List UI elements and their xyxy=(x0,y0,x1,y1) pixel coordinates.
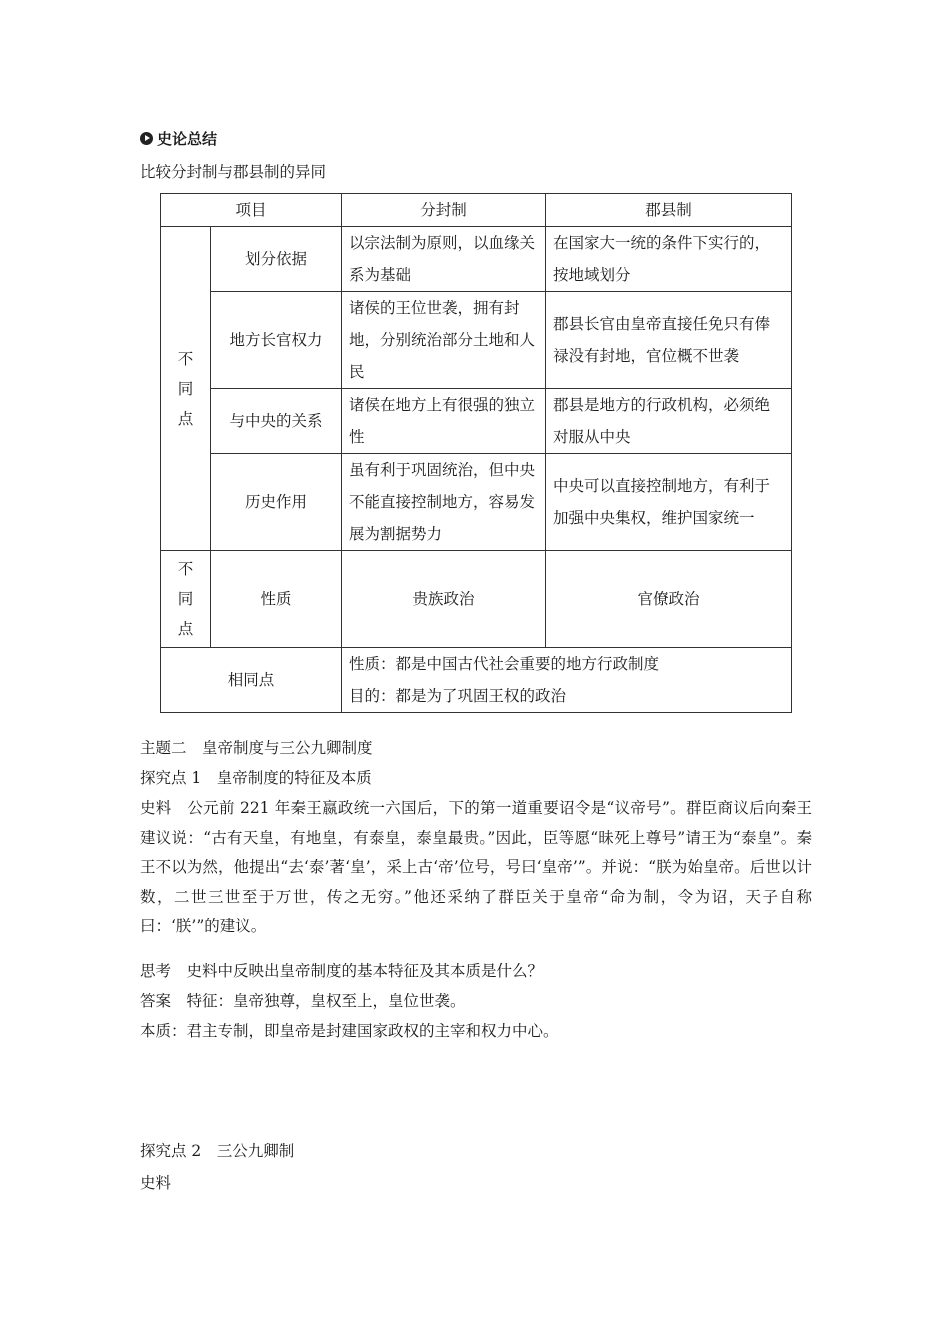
row-fenfeng: 诸侯在地方上有很强的独立性 xyxy=(342,389,546,454)
material-paragraph: 史料 公元前 221 年秦王嬴政统一六国后，下的第一道重要诏令是“议帝号”。群臣商议后向秦王建议说：“古有天皇，有地皇，有泰皇，泰皇最贵。”因此，臣等愿“昧死上尊号”请王为“泰皇”。秦王不以为然，他提出“去‘泰’著‘皇’，采上古‘帝’位号，号曰‘皇帝’”。并说：“朕为始皇帝。后世以计数，二世三世至于万世，传之无穷。”他还采纳了群臣关于皇帝“命为制，令为诏，天子自称曰：‘朕’”的建议。 xyxy=(140,799,812,936)
row-junxian: 郡县长官由皇帝直接任免只有俸禄没有封地，官位概不世袭 xyxy=(546,292,792,389)
row-item: 历史作用 xyxy=(211,454,342,551)
essence-line: 本质：君主专制，即皇帝是封建国家政权的主宰和权力中心。 xyxy=(140,1022,559,1040)
table-header-row xyxy=(161,194,792,227)
row-fenfeng: 诸侯的王位世袭，拥有封地，分别统治部分土地和人民 xyxy=(342,292,546,389)
section-heading xyxy=(140,128,217,149)
table-row xyxy=(161,227,792,292)
same-label: 相同点 xyxy=(161,648,342,713)
row-fenfeng: 以宗法制为原则，以血缘关系为基础 xyxy=(342,227,546,292)
row-junxian: 中央可以直接控制地方，有利于加强中央集权，维护国家统一 xyxy=(546,454,792,551)
same-line-1: 性质：都是中国古代社会重要的地方行政制度 xyxy=(349,655,660,673)
row-item: 与中央的关系 xyxy=(211,389,342,454)
comparison-table xyxy=(160,193,792,713)
header-junxian: 郡县制 xyxy=(546,194,792,227)
table-row xyxy=(161,292,792,389)
row-fenfeng: 虽有利于巩固统治，但中央不能直接控制地方，容易发展为割据势力 xyxy=(342,454,546,551)
theme2-title: 主题二 皇帝制度与三公九卿制度 xyxy=(140,739,373,757)
same-line-2: 目的：都是为了巩固王权的政治 xyxy=(349,687,567,705)
row-junxian: 郡县是地方的行政机构，必须绝对服从中央 xyxy=(546,389,792,454)
point2-title: 探究点 2 三公九卿制 xyxy=(140,1142,295,1160)
section-title: 史论总结 xyxy=(157,130,218,148)
point1-title: 探究点 1 皇帝制度的特征及本质 xyxy=(140,769,372,787)
nature-diff-label: 不 同 点 xyxy=(161,551,211,648)
header-fenfeng: 分封制 xyxy=(342,194,546,227)
material2-label: 史料 xyxy=(140,1174,172,1192)
answer-line: 答案 特征：皇帝独尊，皇权至上，皇位世袭。 xyxy=(140,992,466,1010)
nature-junxian: 官僚政治 xyxy=(546,551,792,648)
table-row xyxy=(161,389,792,454)
same-row xyxy=(161,648,792,713)
question-line: 思考 史料中反映出皇帝制度的基本特征及其本质是什么？ xyxy=(140,962,544,980)
table-row xyxy=(161,454,792,551)
nature-item: 性质 xyxy=(211,551,342,648)
same-content xyxy=(342,648,792,713)
row-item: 划分依据 xyxy=(211,227,342,292)
play-circle-icon xyxy=(140,132,153,145)
nature-fenfeng: 贵族政治 xyxy=(342,551,546,648)
diff-label: 不 同 点 xyxy=(161,227,211,551)
nature-row xyxy=(161,551,792,648)
row-item: 地方长官权力 xyxy=(211,292,342,389)
table-caption: 比较分封制与郡县制的异同 xyxy=(140,163,327,181)
row-junxian: 在国家大一统的条件下实行的，按地域划分 xyxy=(546,227,792,292)
header-item: 项目 xyxy=(161,194,342,227)
